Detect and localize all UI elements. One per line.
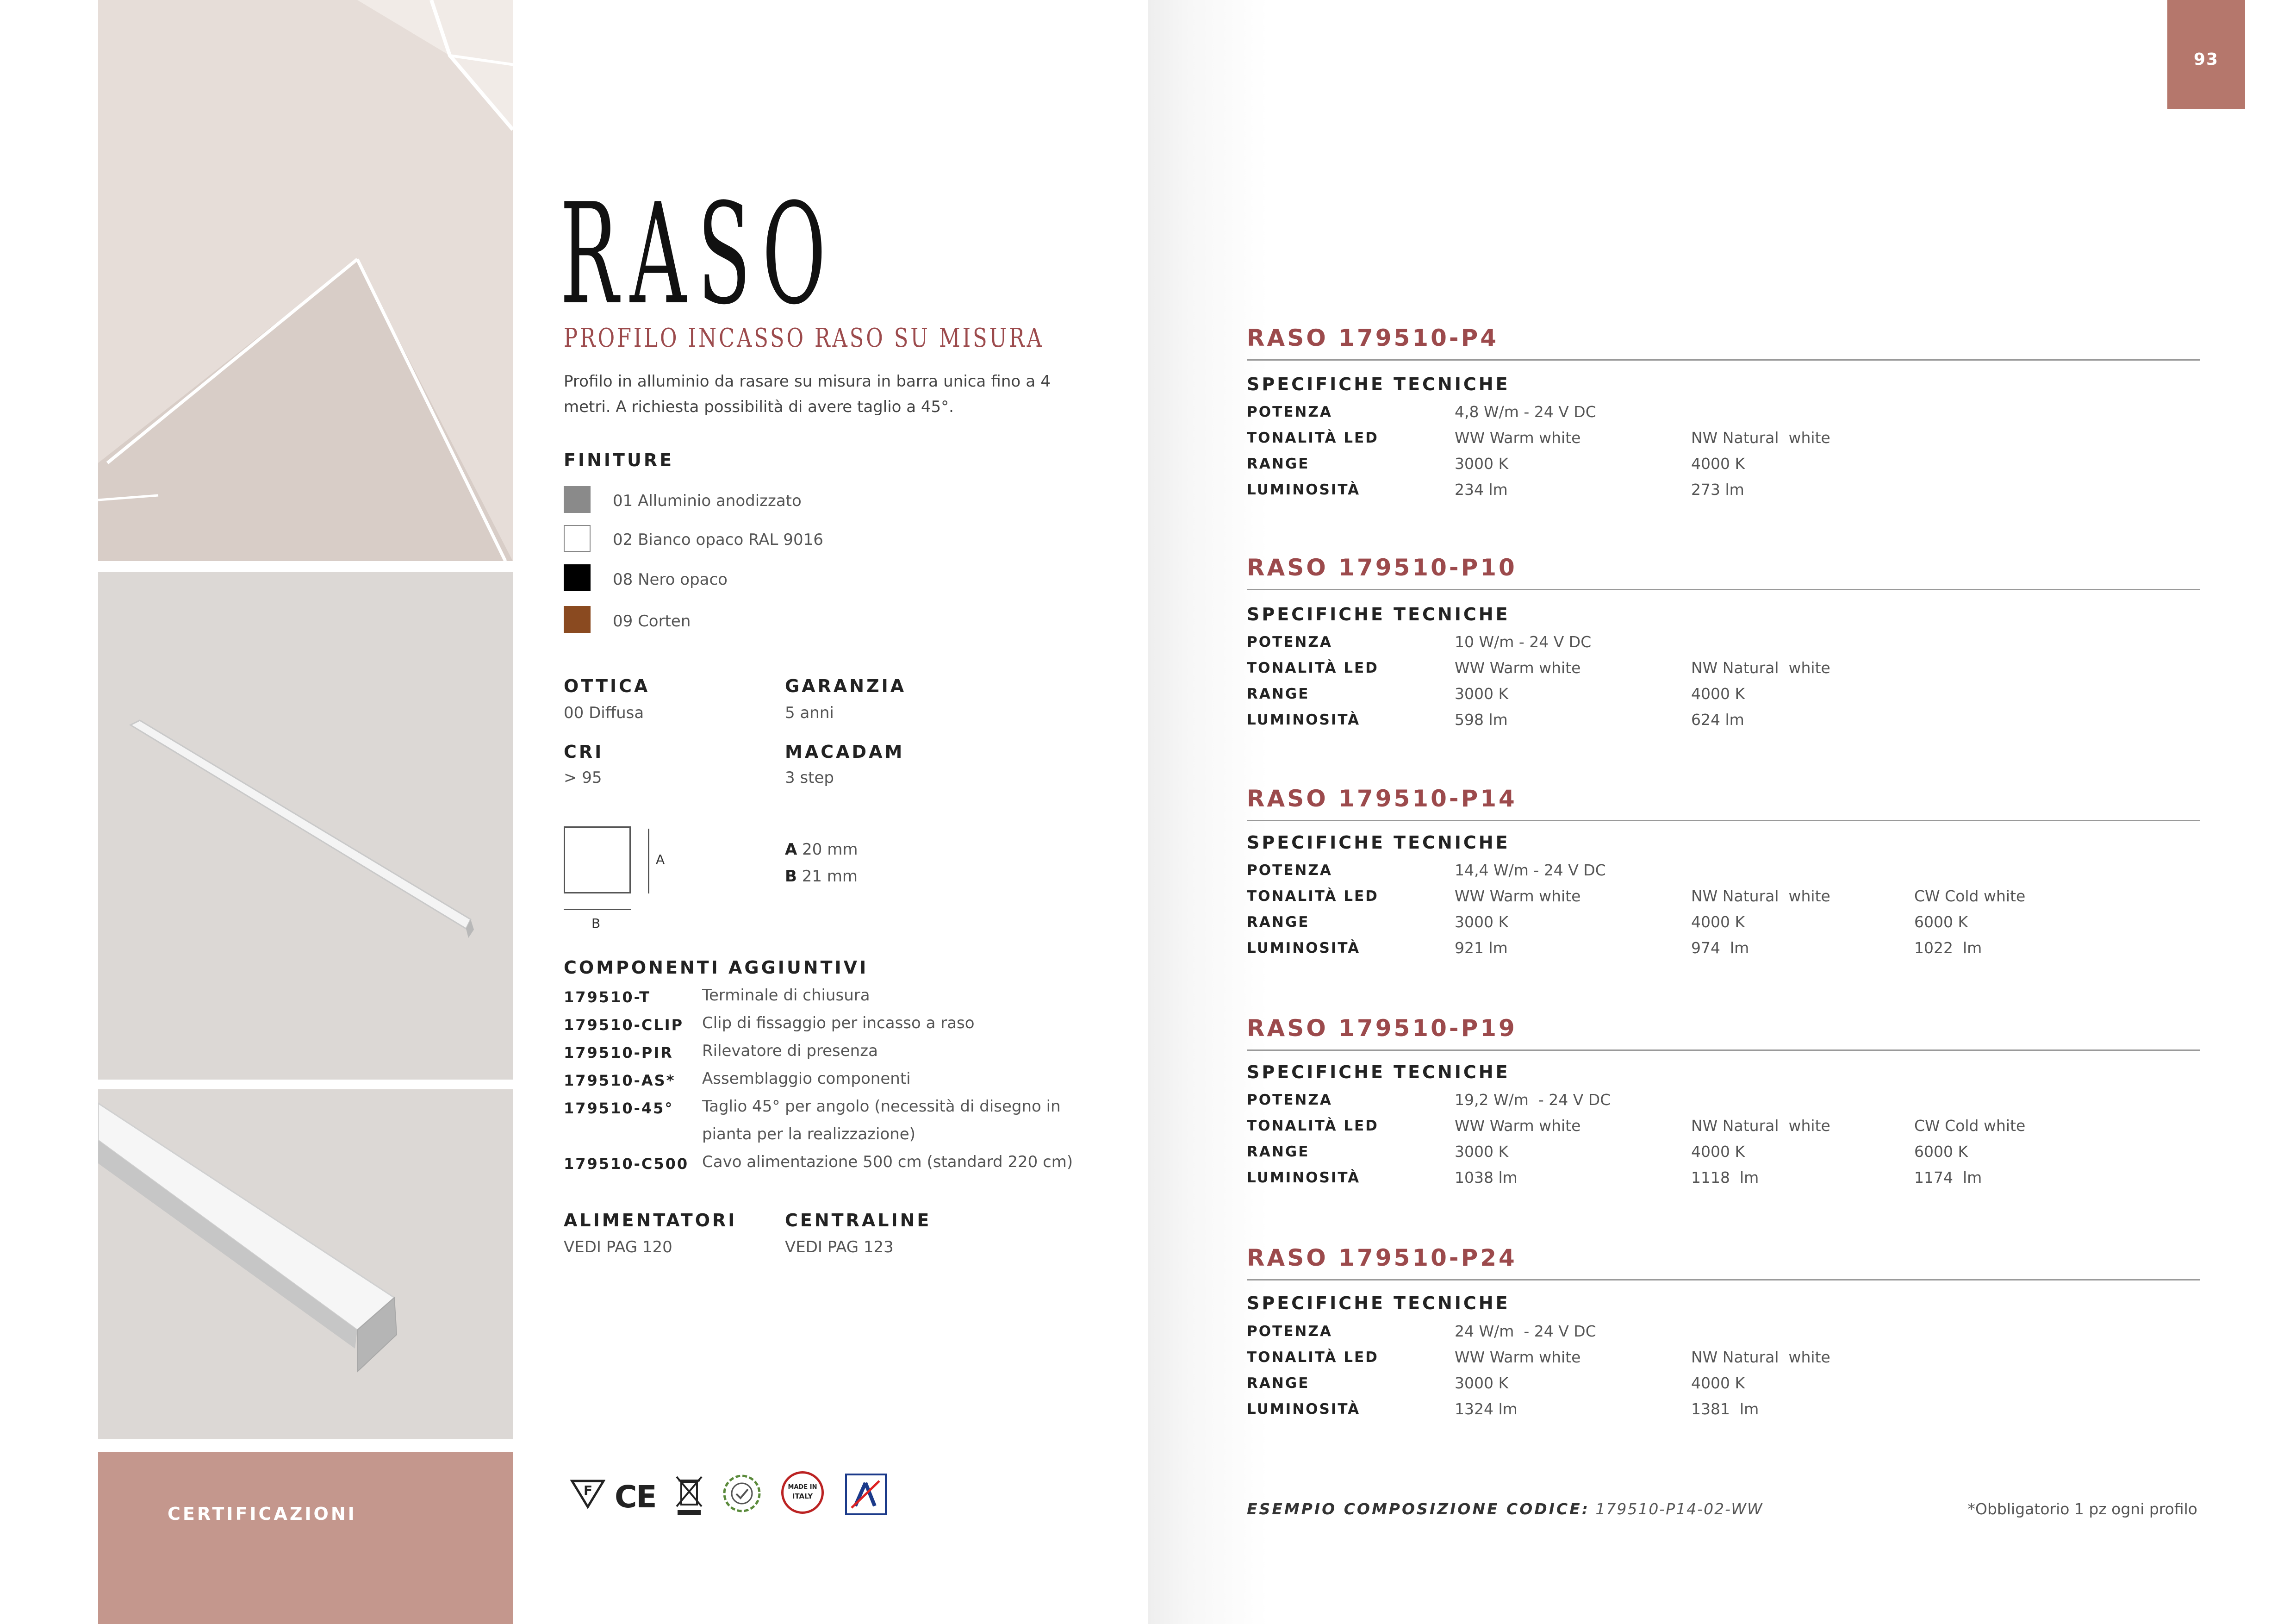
ce-mark-icon: CE [615, 1479, 656, 1515]
alimentatori-label: ALIMENTATORI [564, 1210, 737, 1230]
finish-label: 01 Alluminio anodizzato [613, 492, 802, 510]
profile-section-diagram [564, 826, 631, 893]
component-desc: Terminale di chiusura [702, 986, 870, 1005]
tonalita-value: CW Cold white [1914, 887, 2026, 905]
mandatory-note: *Obbligatorio 1 pz ogni profilo [1967, 1500, 2197, 1518]
page-number: 93 [2193, 50, 2219, 69]
divider [1247, 1049, 2200, 1051]
row-label: POTENZA [1247, 1323, 1332, 1340]
macadam-label: MACADAM [785, 742, 905, 762]
dim-value: 21 mm [802, 867, 858, 886]
finish-label: 08 Nero opaco [613, 570, 728, 589]
range-value: 4000 K [1691, 685, 1745, 703]
f-mark-letter: F [584, 1483, 593, 1498]
divider [1247, 589, 2200, 590]
range-value: 4000 K [1691, 1143, 1745, 1161]
row-label: LUMINOSITÀ [1247, 940, 1361, 956]
tonalita-value: NW Natural white [1691, 1348, 1830, 1366]
ottica-label: OTTICA [564, 676, 650, 696]
specs-heading: SPECIFICHE TECNICHE [1247, 1293, 1510, 1313]
product-title: RASO 179510-P14 [1247, 785, 1517, 812]
component-code: 179510-T [564, 988, 651, 1006]
row-label: RANGE [1247, 1375, 1310, 1392]
tonalita-value: WW Warm white [1455, 1117, 1581, 1135]
row-label: TONALITÀ LED [1247, 1118, 1379, 1134]
tonalita-value: NW Natural white [1691, 1117, 1830, 1135]
range-value: 4000 K [1691, 1374, 1745, 1392]
italy-text: ITALY [792, 1492, 813, 1500]
garanzia-label: GARANZIA [785, 676, 907, 696]
potenza-value: 14,4 W/m - 24 V DC [1455, 861, 1606, 879]
component-desc-cont: pianta per la realizzazione) [702, 1125, 915, 1143]
finish-swatch-nero [564, 564, 591, 591]
ottica-value: 00 Diffusa [564, 704, 644, 722]
component-code: 179510-AS* [564, 1072, 676, 1089]
dim-key: A [785, 840, 797, 859]
row-label: TONALITÀ LED [1247, 888, 1379, 905]
dim-value: 20 mm [802, 840, 858, 859]
component-code: 179510-CLIP [564, 1016, 684, 1034]
lum-value: 974 lm [1691, 939, 1749, 957]
lum-value: 1118 lm [1691, 1168, 1759, 1187]
row-label: RANGE [1247, 914, 1310, 931]
lum-value: 624 lm [1691, 711, 1744, 729]
page-number-tab [2167, 0, 2245, 109]
lum-value: 1174 lm [1914, 1168, 1982, 1187]
cri-label: CRI [564, 742, 604, 762]
profile-closeup-image [98, 1089, 513, 1439]
range-value: 3000 K [1455, 455, 1509, 473]
tonalita-value: WW Warm white [1455, 1348, 1581, 1366]
potenza-value: 10 W/m - 24 V DC [1455, 633, 1592, 651]
tonalita-value: NW Natural white [1691, 887, 1830, 905]
product-title: RASO 179510-P4 [1247, 325, 1499, 351]
ceiling-light-lines-image [98, 0, 513, 561]
lum-value: 1038 lm [1455, 1168, 1518, 1187]
row-label: POTENZA [1247, 634, 1332, 650]
range-value: 6000 K [1914, 1143, 1968, 1161]
row-label: LUMINOSITÀ [1247, 712, 1361, 728]
componenti-heading: COMPONENTI AGGIUNTIVI [564, 957, 869, 978]
row-label: TONALITÀ LED [1247, 430, 1379, 446]
product-title: RASO 179510-P24 [1247, 1244, 1517, 1271]
lum-value: 1022 lm [1914, 939, 1982, 957]
tonalita-value: WW Warm white [1455, 887, 1581, 905]
finiture-heading: FINITURE [564, 450, 674, 470]
made-in-text: MADE IN [788, 1484, 817, 1491]
example-value: 179510-P14-02-WW [1595, 1500, 1763, 1518]
certificazioni-panel [98, 1452, 513, 1624]
dimension-b-line [564, 909, 631, 910]
divider [1247, 820, 2200, 821]
divider [1247, 359, 2200, 361]
specs-heading: SPECIFICHE TECNICHE [1247, 832, 1510, 853]
product-subtitle: PROFILO INCASSO RASO SU MISURA [564, 323, 1044, 353]
tonalita-value: NW Natural white [1691, 429, 1830, 447]
component-code: 179510-PIR [564, 1044, 673, 1062]
brand-title: RASO [560, 174, 838, 335]
tonalita-value: WW Warm white [1455, 659, 1581, 677]
component-desc: Assemblaggio componenti [702, 1069, 911, 1088]
tonalita-value: WW Warm white [1455, 429, 1581, 447]
tonalita-value: CW Cold white [1914, 1117, 2026, 1135]
garanzia-value: 5 anni [785, 704, 834, 722]
range-value: 6000 K [1914, 913, 1968, 931]
f-mark-icon [570, 1479, 605, 1509]
range-value: 4000 K [1691, 455, 1745, 473]
example-code [1247, 1500, 1763, 1518]
row-label: POTENZA [1247, 862, 1332, 879]
dim-key: B [785, 867, 797, 886]
product-photo-detail [98, 1089, 513, 1439]
range-value: 3000 K [1455, 1143, 1509, 1161]
tonalita-value: NW Natural white [1691, 659, 1830, 677]
component-desc: Taglio 45° per angolo (necessità di disegno in [702, 1097, 1061, 1116]
dimension-a-letter: A [656, 852, 665, 867]
specs-heading: SPECIFICHE TECNICHE [1247, 374, 1510, 394]
potenza-value: 19,2 W/m - 24 V DC [1455, 1091, 1611, 1109]
lum-value: 234 lm [1455, 481, 1508, 499]
centraline-link[interactable]: VEDI PAG 123 [785, 1238, 894, 1256]
ambient-photo [98, 0, 513, 561]
certificazioni-title: CERTIFICAZIONI [168, 1504, 357, 1524]
row-label: RANGE [1247, 456, 1310, 472]
range-value: 3000 K [1455, 913, 1509, 931]
row-label: POTENZA [1247, 1092, 1332, 1108]
product-title: RASO 179510-P19 [1247, 1015, 1517, 1042]
product-photo-bar [98, 572, 513, 1080]
macadam-value: 3 step [785, 768, 834, 787]
cri-value: > 95 [564, 768, 602, 787]
lum-value: 921 lm [1455, 939, 1508, 957]
row-label: LUMINOSITÀ [1247, 1169, 1361, 1186]
dimension-b-letter: B [591, 916, 601, 931]
row-label: TONALITÀ LED [1247, 660, 1379, 676]
dimension-a-value [785, 840, 858, 859]
component-code: 179510-45° [564, 1099, 674, 1117]
row-label: TONALITÀ LED [1247, 1349, 1379, 1366]
centraline-label: CENTRALINE [785, 1210, 932, 1230]
row-label: POTENZA [1247, 404, 1332, 420]
row-label: LUMINOSITÀ [1247, 481, 1361, 498]
finish-label: 02 Bianco opaco RAL 9016 [613, 531, 823, 549]
specs-heading: SPECIFICHE TECNICHE [1247, 1062, 1510, 1082]
component-desc: Clip di fissaggio per incasso a raso [702, 1014, 975, 1032]
weee-bin-icon [675, 1472, 703, 1518]
component-desc: Rilevatore di presenza [702, 1042, 878, 1060]
made-in-italy-icon [781, 1471, 824, 1514]
quality-seal-icon [722, 1474, 762, 1515]
specs-heading: SPECIFICHE TECNICHE [1247, 604, 1510, 625]
row-label: RANGE [1247, 1143, 1310, 1160]
lum-value: 1324 lm [1455, 1400, 1518, 1418]
component-code: 179510-C500 [564, 1155, 689, 1173]
aluminium-profile-image [98, 572, 513, 1080]
finish-label: 09 Corten [613, 612, 691, 631]
row-label: LUMINOSITÀ [1247, 1401, 1361, 1418]
lum-value: 273 lm [1691, 481, 1744, 499]
divider [1247, 1279, 2200, 1280]
finish-swatch-bianco [564, 525, 591, 552]
lum-value: 1381 lm [1691, 1400, 1759, 1418]
product-title: RASO 179510-P10 [1247, 554, 1517, 581]
example-label: ESEMPIO COMPOSIZIONE CODICE: [1247, 1500, 1590, 1518]
range-value: 4000 K [1691, 913, 1745, 931]
axa-logo-icon [845, 1474, 887, 1515]
product-description: Profilo in alluminio da rasare su misura in barra unica fino a 4 metri. A richiesta possibilità di avere taglio a 45°. [564, 372, 1051, 416]
range-value: 3000 K [1455, 1374, 1509, 1392]
alimentatori-link[interactable]: VEDI PAG 120 [564, 1238, 672, 1256]
finish-swatch-alluminio [564, 486, 591, 513]
component-desc: Cavo alimentazione 500 cm (standard 220 cm) [702, 1153, 1073, 1171]
potenza-value: 24 W/m - 24 V DC [1455, 1322, 1596, 1340]
dimension-a-line [648, 829, 649, 893]
range-value: 3000 K [1455, 685, 1509, 703]
finish-swatch-corten [564, 606, 591, 633]
lum-value: 598 lm [1455, 711, 1508, 729]
dimension-b-value [785, 867, 858, 886]
potenza-value: 4,8 W/m - 24 V DC [1455, 403, 1596, 421]
row-label: RANGE [1247, 686, 1310, 702]
